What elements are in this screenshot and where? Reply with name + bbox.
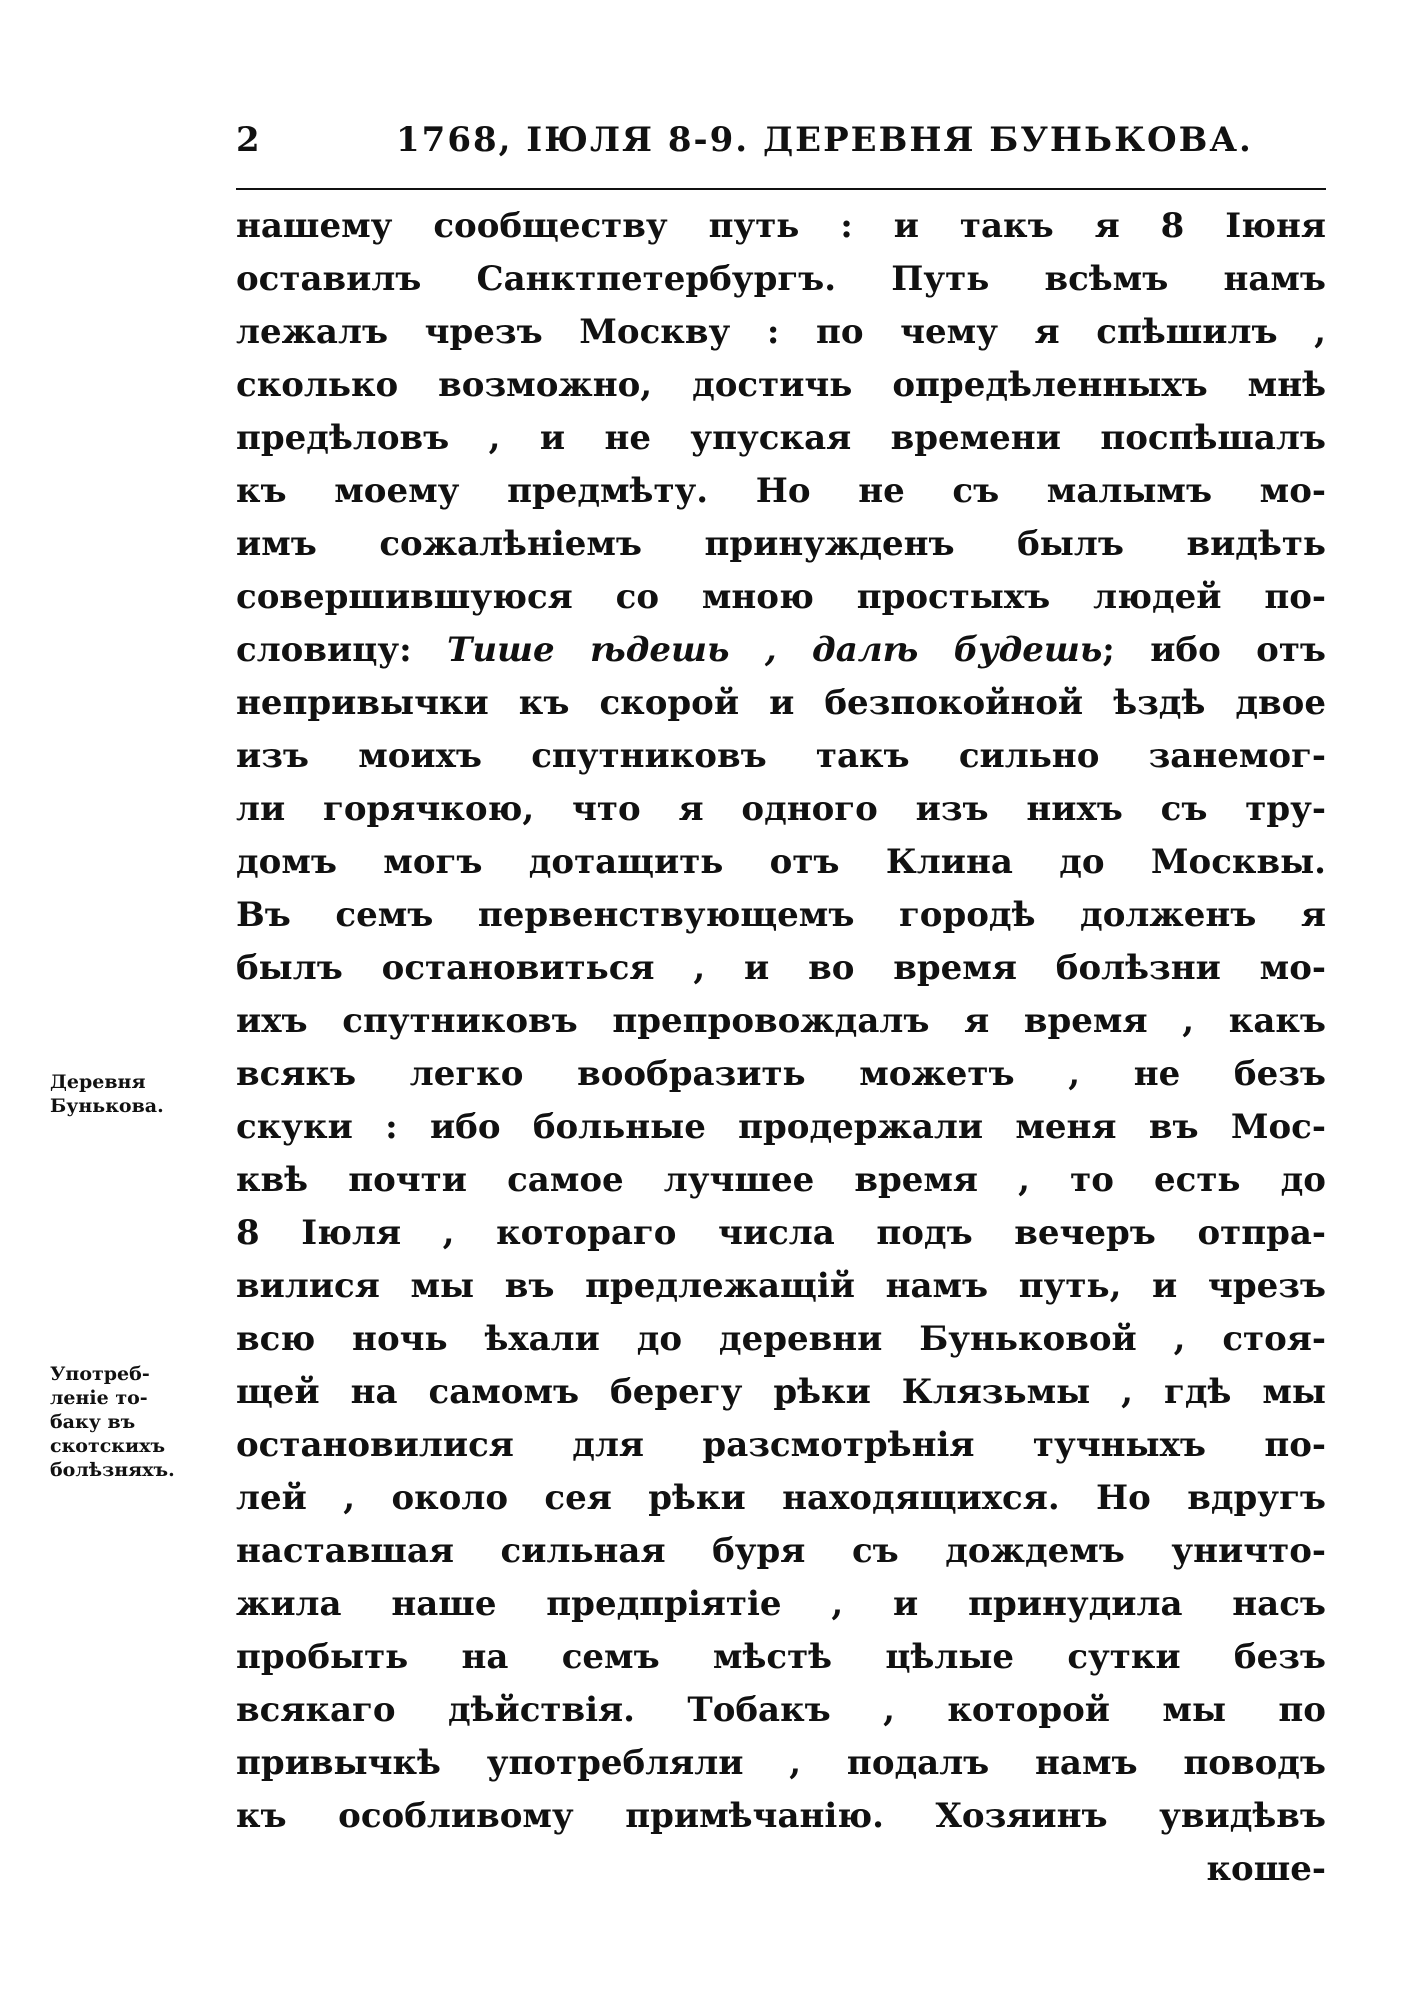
text-line: былъ остановиться , и во время болѣзни мо- xyxy=(236,948,1326,988)
text-line: ли горячкою, что я одного изъ нихъ съ тру- xyxy=(236,789,1326,829)
text-line: изъ моихъ спутниковъ такъ сильно занемог- xyxy=(236,736,1326,776)
text-line: привычкѣ употребляли , подалъ намъ поводъ xyxy=(236,1743,1326,1783)
text-line: Въ семъ первенствующемъ городѣ долженъ я xyxy=(236,895,1326,935)
text-line: остановилися для разсмотрѣнія тучныхъ по- xyxy=(236,1425,1326,1465)
text-line: всякаго дѣйствія. Тобакъ , которой мы по xyxy=(236,1690,1326,1730)
text-line: словицу: Тише ѣдешь , далѣ будешь; ибо отъ xyxy=(236,630,1326,670)
margin-note-line: Деревня xyxy=(50,1071,146,1093)
margin-note-line: скотскихъ xyxy=(50,1435,166,1457)
text-line: нашему сообществу путь : и такъ я 8 Іюня xyxy=(236,206,1326,246)
text-line: имъ сожалѣніемъ принужденъ былъ видѣть xyxy=(236,524,1326,564)
text-line: совершившуюся со мною простыхъ людей по- xyxy=(236,577,1326,617)
margin-note-village xyxy=(50,1070,220,1118)
text-line: всю ночь ѣхали до деревни Буньковой , стоя- xyxy=(236,1319,1326,1359)
main-text-block xyxy=(236,200,1326,1896)
text-line: лежалъ чрезъ Москву : по чему я спѣшилъ , xyxy=(236,312,1326,352)
text-line: наставшая сильная буря съ дождемъ уничто- xyxy=(236,1531,1326,1571)
text-line: скуки : ибо больные продержали меня въ Мос- xyxy=(236,1107,1326,1147)
page-number: 2 xyxy=(236,120,262,160)
text-line: квѣ почти самое лучшее время , то есть до xyxy=(236,1160,1326,1200)
margin-note-line: баку въ xyxy=(50,1411,136,1433)
text-line: лей , около сея рѣки находящихся. Но вдругъ xyxy=(236,1478,1326,1518)
text-line: сколько возможно, достичь опредѣленныхъ мнѣ xyxy=(236,365,1326,405)
text-line: къ особливому примѣчанію. Хозяинъ увидѣвъ xyxy=(236,1796,1326,1836)
margin-note-line: Бунькова. xyxy=(50,1095,164,1117)
margin-note-tobacco xyxy=(50,1362,220,1482)
margin-note-line: болѣзняхъ. xyxy=(50,1459,175,1481)
header-rule xyxy=(236,188,1326,190)
italic-proverb: Тише ѣдешь , далѣ будешь xyxy=(447,630,1103,670)
text-line: 8 Іюля , котораго числа подъ вечеръ отпра- xyxy=(236,1213,1326,1253)
text-line: непривычки къ скорой и безпокойной ѣздѣ двое xyxy=(236,683,1326,723)
margin-note-line: Употреб- xyxy=(50,1363,150,1385)
running-head-title: 1768, ІЮЛЯ 8-9. ДЕРЕВНЯ БУНЬКОВА. xyxy=(396,120,1253,160)
text-line: оставилъ Санктпетербургъ. Путь всѣмъ намъ xyxy=(236,259,1326,299)
text-line: домъ могъ дотащить отъ Клина до Москвы. xyxy=(236,842,1326,882)
running-header xyxy=(236,120,1326,170)
text-line: къ моему предмѣту. Но не съ малымъ мо- xyxy=(236,471,1326,511)
margin-note-line: леніе то- xyxy=(50,1387,148,1409)
text-line: предѣловъ , и не упуская времени поспѣшалъ xyxy=(236,418,1326,458)
text-line: жила наше предпріятіе , и принудила насъ xyxy=(236,1584,1326,1624)
text-line: всякъ легко вообразить можетъ , не безъ xyxy=(236,1054,1326,1094)
text-line: вилися мы въ предлежащій намъ путь, и чрезъ xyxy=(236,1266,1326,1306)
text-line: щей на самомъ берегу рѣки Клязьмы , гдѣ мы xyxy=(236,1372,1326,1412)
text-line: пробыть на семъ мѣстѣ цѣлые сутки безъ xyxy=(236,1637,1326,1677)
text-line: ихъ спутниковъ препровождалъ я время , какъ xyxy=(236,1001,1326,1041)
text-line: коше- xyxy=(1206,1849,1326,1889)
